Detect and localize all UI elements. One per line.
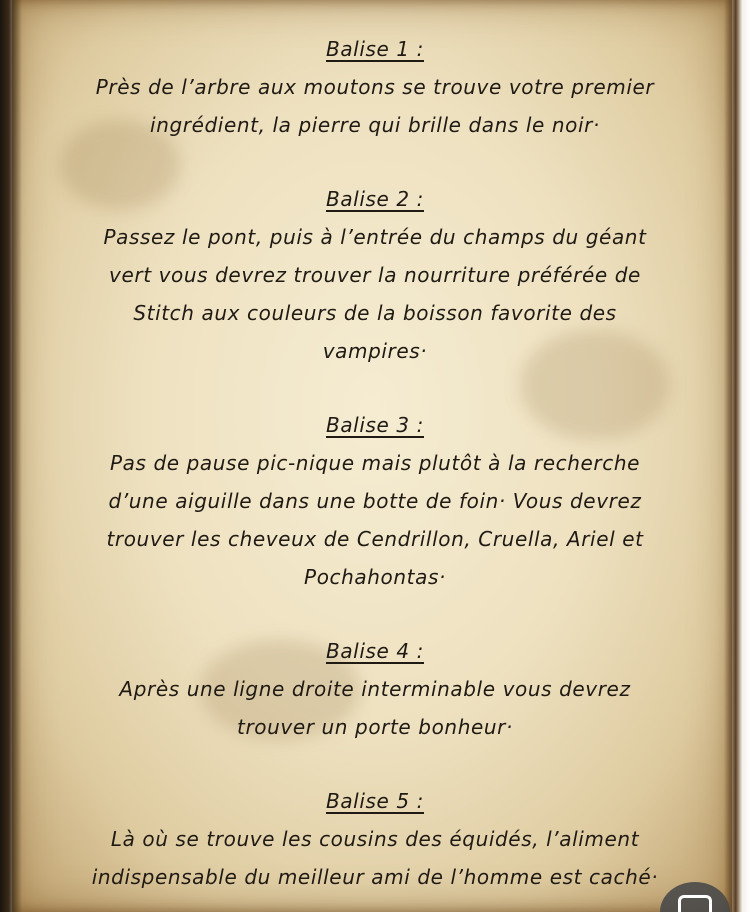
balise-section-4 (40, 632, 710, 746)
balise-text-line: Après une ligne droite interminable vous devrez (119, 677, 631, 701)
parchment-burnt-edge-left (0, 0, 22, 912)
balise-text-line: vampires· (322, 339, 428, 363)
balise-text-line: ingrédient, la pierre qui brille dans le noir· (150, 113, 600, 137)
treasure-hunt-text (40, 30, 710, 912)
balise-text-line: d’une aiguille dans une botte de foin· Vous devrez (108, 489, 642, 513)
balise-text-line: Près de l’arbre aux moutons se trouve votre premier (95, 75, 655, 99)
balise-text-line: Là où se trouve les cousins des équidés, l’aliment (110, 827, 640, 851)
balise-section-3 (40, 406, 710, 596)
balise-text-line: Pochahontas· (304, 565, 446, 589)
parchment-burnt-edge-right (724, 0, 750, 912)
balise-heading: Balise 3 : (326, 413, 424, 437)
balise-text-line: trouver les cheveux de Cendrillon, Cruella, Ariel et (106, 527, 644, 551)
balise-heading: Balise 5 : (326, 789, 424, 813)
balise-section-5 (40, 782, 710, 896)
screenshot-icon (678, 895, 712, 912)
balise-text-line: Stitch aux couleurs de la boisson favorite des (133, 301, 617, 325)
balise-text-line: Pas de pause pic-nique mais plutôt à la recherche (109, 451, 641, 475)
balise-text-line: trouver un porte bonheur· (237, 715, 513, 739)
balise-text-line: vert vous devrez trouver la nourriture préférée de (109, 263, 641, 287)
balise-section-2 (40, 180, 710, 370)
balise-section-1 (40, 30, 710, 144)
balise-heading: Balise 4 : (326, 639, 424, 663)
balise-heading: Balise 1 : (326, 37, 424, 61)
balise-heading: Balise 2 : (326, 187, 424, 211)
balise-text-line: Passez le pont, puis à l’entrée du champs du géant (103, 225, 647, 249)
balise-text-line: indispensable du meilleur ami de l’homme est caché· (91, 865, 659, 889)
